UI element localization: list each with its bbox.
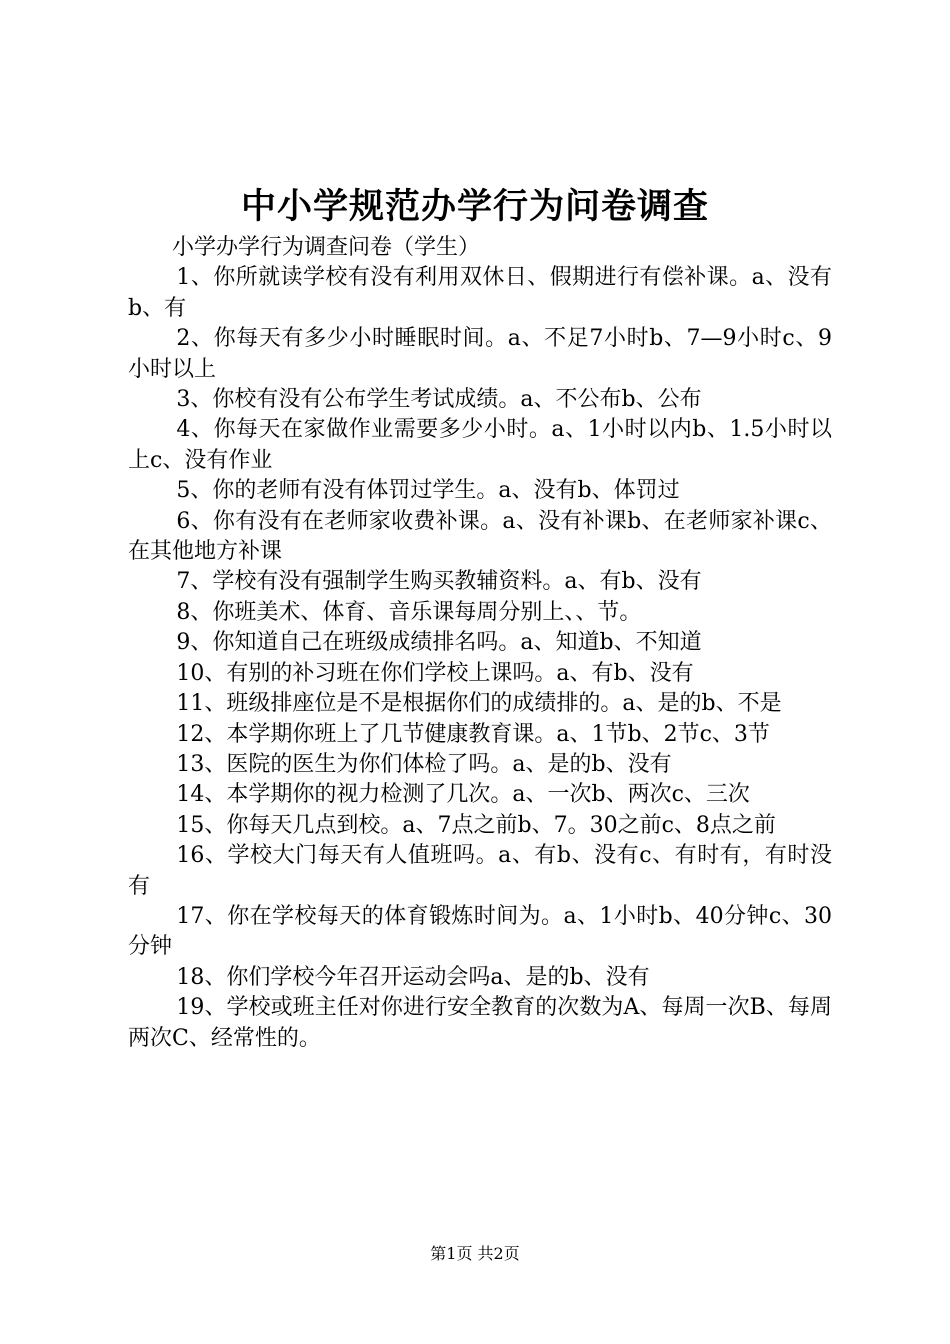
- question-12: 12、本学期你班上了几节健康教育课。a、1节b、2节c、3节: [176, 721, 770, 747]
- page-footer: 第1页 共2页: [430, 1244, 520, 1263]
- question-18: 18、你们学校今年召开运动会吗a、是的b、没有: [176, 964, 650, 990]
- question-2: 2、你每天有多少小时睡眠时间。a、不足7小时b、7—9小时c、9小时以上: [128, 326, 832, 382]
- question-3: 3、你校有没有公布学生考试成绩。a、不公布b、公布: [176, 387, 702, 413]
- document-title: 中小学规范办学行为问卷调查: [240, 186, 709, 227]
- question-11: 11、班级排座位是不是根据你们的成绩排的。a、是的b、不是: [176, 691, 782, 717]
- question-7: 7、学校有没有强制学生购买教辅资料。a、有b、没有: [176, 569, 702, 595]
- question-15: 15、你每天几点到校。a、7点之前b、7。30之前c、8点之前: [176, 812, 776, 838]
- question-13: 13、医院的医生为你们体检了吗。a、是的b、没有: [176, 751, 672, 777]
- question-16: 16、学校大门每天有人值班吗。a、有b、没有c、有时有，有时没有: [128, 843, 832, 899]
- question-14: 14、本学期你的视力检测了几次。a、一次b、两次c、三次: [176, 782, 750, 808]
- document-body: [128, 233, 832, 1054]
- question-1: 1、你所就读学校有没有利用双休日、假期进行有偿补课。a、没有b、有: [128, 265, 832, 321]
- question-6: 6、你有没有在老师家收费补课。a、没有补课b、在老师家补课c、在其他地方补课: [128, 508, 832, 565]
- question-4: 4、你每天在家做作业需要多少小时。a、1小时以内b、1.5小时以上c、没有作业: [128, 417, 832, 473]
- question-10: 10、有别的补习班在你们学校上课吗。a、有b、没有: [176, 660, 694, 686]
- question-17: 17、你在学校每天的体育锻炼时间为。a、1小时b、40分钟c、30分钟: [128, 903, 832, 960]
- questionnaire-subtitle: 小学办学行为调查问卷（学生）: [172, 235, 481, 260]
- question-8: 8、你班美术、体育、音乐课每周分别上、、节。: [176, 599, 642, 625]
- question-9: 9、你知道自己在班级成绩排名吗。a、知道b、不知道: [176, 630, 702, 656]
- question-19: 19、学校或班主任对你进行安全教育的次数为A、每周一次B、每周两次C、经常性的。: [128, 995, 832, 1051]
- question-5: 5、你的老师有没有体罚过学生。a、没有b、体罚过: [176, 478, 680, 504]
